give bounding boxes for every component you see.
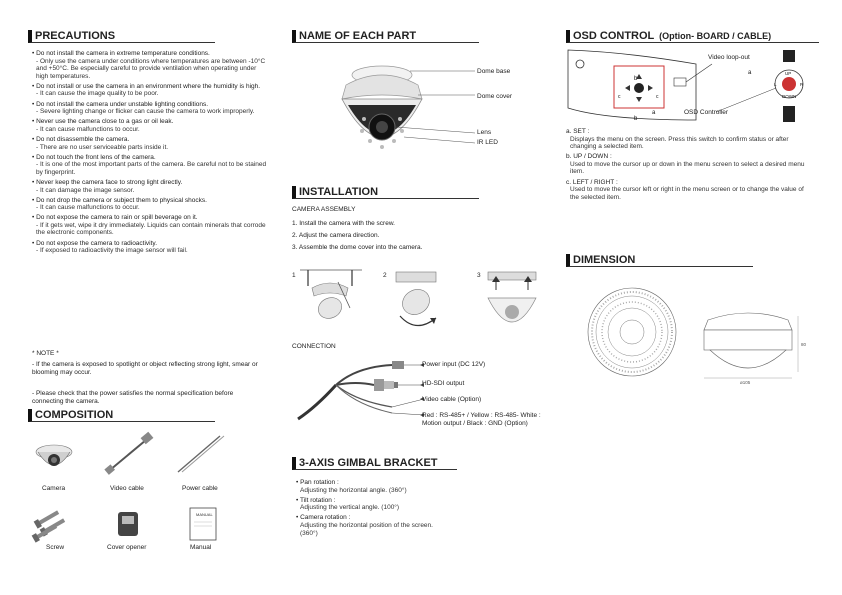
osd-sub: Used to move the cursor left or right in the menu screen or to change the value of the selected item.: [570, 186, 804, 201]
composition-label-camera: Camera: [42, 485, 66, 492]
osd-joystick-up: UP: [785, 71, 792, 76]
power-cable-illustration: [178, 436, 224, 472]
osd-letter-a: a: [652, 110, 656, 116]
composition-label-video-cable: Video cable: [110, 485, 144, 492]
osd-title-suffix: (Option- BOARD / CABLE): [659, 31, 772, 41]
list-item: [32, 136, 270, 151]
osd-letter-a-controller: a: [748, 70, 752, 76]
connection-label-hdsdi: HD-SDI output: [422, 380, 465, 387]
part-label-lens: Lens: [477, 129, 492, 136]
gimbal-title: 3-AXIS GIMBAL BRACKET: [292, 457, 457, 470]
gimbal-sub: Adjusting the horizontal position of the screen. (360°): [300, 521, 433, 537]
gimbal-main: • Tilt rotation :: [296, 496, 336, 504]
precaution-main: • Never use the camera close to a gas or oil leak.: [32, 118, 174, 126]
manual-text: MANUAL: [196, 512, 213, 517]
list-item: [296, 479, 442, 494]
install-step-1: 1. Install the camera with the screw.: [292, 220, 395, 227]
part-label-dome-cover: Dome cover: [477, 93, 513, 100]
precaution-main: • Do not expose the camera to radioactivity.: [32, 239, 157, 247]
osd-main: c. LEFT / RIGHT :: [566, 178, 618, 186]
precaution-main: • Do not expose the camera to rain or spill beverage on it.: [32, 214, 198, 222]
manual-illustration: [190, 508, 216, 540]
composition-title: COMPOSITION: [28, 409, 215, 422]
precaution-sub: - Only use the camera under conditions where temperatures are between -10°C and +50°C. Be especially careful to provide ventilation when operating under high temperatures.: [36, 57, 266, 80]
list-item: [32, 101, 270, 116]
osd-main: a. SET :: [566, 128, 590, 135]
precaution-main: • Do not touch the front lens of the camera.: [32, 153, 156, 161]
step1-illustration: [300, 270, 362, 322]
dimension-title: DIMENSION: [566, 254, 753, 267]
gimbal-main: • Pan rotation :: [296, 479, 339, 486]
connection-label-video-cable: Video cable (Option): [422, 396, 482, 403]
step2-illustration: [396, 272, 436, 326]
precautions-title: PRECAUTIONS: [28, 30, 215, 43]
gimbal-sub: Adjusting the vertical angle. (100°): [300, 504, 400, 512]
osd-main: b. UP / DOWN :: [566, 153, 612, 161]
connection-label-rs485: Red : RS-485+ / Yellow : RS-485- White : Motion output / Black : GND (Option): [422, 412, 541, 427]
connection-diagram: [296, 355, 426, 425]
parts-title: NAME OF EACH PART: [292, 30, 479, 43]
osd-letter-b-bottom: b: [634, 116, 638, 122]
list-item: [32, 83, 270, 98]
osd-letter-b-top: b: [634, 76, 638, 82]
step3-illustration: [488, 272, 536, 322]
precaution-main: • Do not install or use the camera in an environment where the humidity is high.: [32, 82, 261, 90]
precaution-sub: - It can cause malfunctions to occur.: [36, 204, 140, 212]
list-item: [566, 153, 810, 176]
osd-title: [566, 30, 819, 43]
step-number-2: 2: [383, 272, 387, 279]
precaution-sub: - It can damage the image sensor.: [36, 186, 135, 194]
composition-label-screw: Screw: [46, 544, 65, 551]
precautions-list: [32, 50, 270, 257]
osd-list: [566, 128, 810, 204]
precaution-sub: - Severe lighting change or flicker can cause the camera to work improperly.: [36, 108, 255, 116]
list-item: [32, 118, 270, 133]
dimension-width-text: ø105: [740, 380, 751, 385]
composition-label-manual: Manual: [190, 544, 212, 551]
list-item: [32, 197, 270, 212]
gimbal-main: • Camera rotation :: [296, 514, 351, 522]
osd-letter-c-right: c: [656, 94, 659, 100]
precaution-main: • Never keep the camera face to strong light directly.: [32, 178, 183, 186]
precaution-main: • Do not drop the camera or subject them to physical shocks.: [32, 196, 207, 204]
list-item: [566, 128, 810, 151]
cover-opener-illustration: [118, 512, 138, 536]
composition-label-power-cable: Power cable: [182, 485, 218, 492]
connection-label-power: Power input (DC 12V): [422, 361, 486, 368]
camera-assembly-title: CAMERA ASSEMBLY: [292, 206, 356, 213]
part-label-dome-base: Dome base: [477, 68, 511, 75]
precaution-main: • Do not install the camera under unstable lighting conditions.: [32, 100, 209, 108]
connection-title: CONNECTION: [292, 343, 336, 350]
video-loopout-label: Video loop-out: [708, 54, 750, 61]
precaution-sub: - It can cause malfunctions to occur.: [36, 125, 140, 133]
side-view: [704, 313, 807, 385]
dome-camera-diagram: [330, 55, 490, 165]
list-item: [32, 179, 270, 194]
dimension-drawing: [580, 286, 820, 386]
precaution-sub: - There are no user serviceable parts inside it.: [36, 143, 169, 151]
note-2: - Please check that the power satisfies the normal specification before connecting the camera.: [32, 390, 234, 405]
installation-steps-illustration: [296, 268, 556, 340]
camera-illustration: [36, 445, 72, 466]
video-cable-illustration: [104, 432, 153, 475]
dimension-height-text: 80: [801, 342, 807, 347]
list-item: [32, 154, 270, 177]
osd-letter-c-left: c: [618, 94, 621, 100]
note-title: * NOTE *: [32, 350, 59, 357]
osd-sub: Displays the menu on the screen. Press this switch to confirm status or after changing a selected item.: [570, 135, 789, 151]
install-step-2: 2. Adjust the camera direction.: [292, 232, 380, 239]
list-item: [566, 179, 810, 202]
osd-sub: Used to move the cursor up or down in the menu screen to select a desired menu item.: [570, 160, 805, 176]
precaution-sub: - It is one of the most important parts of the camera. Be careful not to be stained by fingerprint.: [36, 161, 267, 176]
step-number-3: 3: [477, 272, 481, 279]
list-item: [296, 514, 442, 537]
list-item: [296, 497, 442, 512]
list-item: [32, 240, 270, 255]
osd-joystick-right: R: [800, 82, 804, 87]
osd-title-main: OSD CONTROL: [573, 30, 655, 42]
screw-illustration: [32, 509, 67, 543]
precaution-main: • Do not disassemble the camera.: [32, 135, 130, 143]
precaution-sub: - It can cause the image quality to be poor.: [36, 90, 159, 98]
gimbal-list: [296, 479, 442, 540]
gimbal-sub: Adjusting the horizontal angle. (360°): [300, 486, 407, 494]
osd-controller-label: OSD Controller: [684, 109, 729, 116]
note-1: - If the camera is exposed to spotlight or object reflecting strong light, smear or blooming may occur.: [32, 361, 258, 376]
precaution-main: • Do not install the camera in extreme temperature conditions.: [32, 50, 210, 57]
list-item: [32, 50, 270, 80]
composition-label-cover-opener: Cover opener: [107, 544, 147, 551]
list-item: [32, 214, 270, 237]
step-number-1: 1: [292, 272, 296, 279]
install-step-3: 3. Assemble the dome cover into the camera.: [292, 244, 423, 251]
osd-joystick-left: L: [774, 82, 777, 87]
top-view: [588, 288, 676, 376]
osd-joystick-down: DOWN: [782, 94, 797, 99]
precaution-sub: - If it gets wet, wipe it dry immediately. Liquids can contain minerals that corrode the electronic components.: [36, 221, 266, 237]
precaution-sub: - If exposed to radioactivity the image sensor will fail.: [36, 247, 188, 255]
installation-title: INSTALLATION: [292, 186, 479, 199]
part-label-ir-led: IR LED: [477, 139, 498, 146]
